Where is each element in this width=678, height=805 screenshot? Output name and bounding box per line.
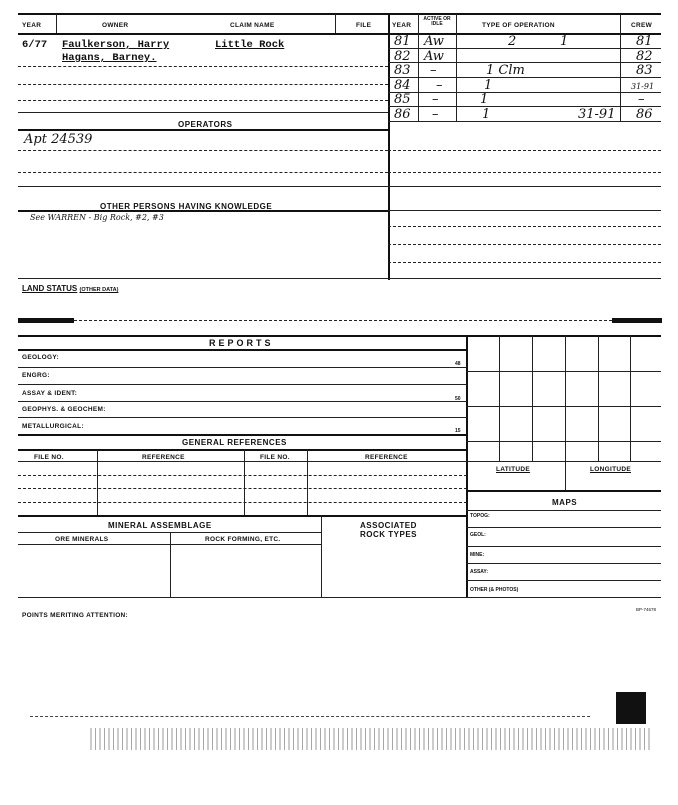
op-status-5: – <box>432 92 439 107</box>
row-line <box>18 278 661 279</box>
other-persons-entry: See WARREN - Big Rock, #2, #3 <box>30 213 164 222</box>
maps-assay: ASSAY: <box>470 569 489 575</box>
maps-mine: MINE: <box>470 552 485 558</box>
ops-row-line <box>388 121 661 122</box>
mineral-col-sep <box>170 532 171 597</box>
claim-name: Little Rock <box>215 39 285 51</box>
report-geology-label: GEOLOGY: <box>22 354 59 361</box>
ops-row-line <box>388 92 661 93</box>
gen-ref-col-sep <box>307 449 308 515</box>
gen-ref-col-reference: REFERENCE <box>142 454 185 461</box>
sec-grid-col <box>499 335 500 461</box>
op-type-4: 1 <box>484 78 493 93</box>
scan-noise-band <box>30 716 590 718</box>
mineral-bottom-line <box>18 597 661 598</box>
report-assay-num: 50 <box>455 396 461 402</box>
op-status-6: – <box>432 107 439 122</box>
maps-topog: TOPOG: <box>470 513 490 519</box>
owner-name-1: Faulkerson, Harry <box>62 39 170 51</box>
assoc-rock-line2: ROCK TYPES <box>360 530 418 539</box>
header-year-right: YEAR <box>392 22 412 29</box>
ops-row-line <box>388 172 661 173</box>
land-status-subtitle: (OTHER DATA) <box>79 287 119 293</box>
assoc-rock-line1: ASSOCIATED <box>360 521 417 530</box>
maps-row-line <box>466 546 661 547</box>
op-year-4: 84 <box>394 78 411 93</box>
land-status-line <box>74 320 612 321</box>
scan-black-block <box>616 692 646 724</box>
reports-right-divider <box>466 335 468 597</box>
report-engrg-label: ENGRG: <box>22 372 50 379</box>
sec-grid-row <box>466 371 661 372</box>
header-file: FILE <box>356 22 372 29</box>
op-crew-5: – <box>638 92 645 107</box>
report-row-line <box>18 417 467 418</box>
left-right-divider <box>388 13 390 280</box>
latitude-label: LATITUDE <box>496 466 531 473</box>
gen-ref-title-border <box>18 449 467 451</box>
sec-grid-col <box>598 335 599 461</box>
maps-top-border <box>466 490 661 492</box>
op-type-5: 1 <box>480 92 489 107</box>
sec-grid-col <box>565 335 566 461</box>
op-year-1: 81 <box>394 34 411 49</box>
gen-ref-col-reference-2: REFERENCE <box>365 454 408 461</box>
header-claim-name: CLAIM NAME <box>230 22 275 29</box>
other-persons-title: OTHER PERSONS HAVING KNOWLEDGE <box>100 202 273 211</box>
row-line <box>18 172 388 173</box>
gen-ref-col-sep <box>244 449 245 515</box>
ops-row-line <box>388 262 661 263</box>
header-sep <box>335 14 336 33</box>
op-year-6: 86 <box>394 107 411 122</box>
maps-other: OTHER (& PHOTOS) <box>470 587 519 593</box>
points-meriting-attention: POINTS MERITING ATTENTION: <box>22 612 129 619</box>
land-status-bar-right <box>612 318 662 323</box>
op-status-4: – <box>436 78 443 93</box>
ops-row-line <box>388 150 661 151</box>
op-status-2: Aw <box>424 49 444 64</box>
maps-title-line <box>466 510 661 511</box>
mineral-title: MINERAL ASSEMBLAGE <box>108 521 212 530</box>
row-line <box>18 100 388 101</box>
form-top-border <box>18 13 661 15</box>
land-status-bar-left <box>18 318 74 323</box>
reports-title: REPORTS <box>209 338 274 348</box>
mineral-top-border <box>18 515 467 517</box>
latlong-sep <box>565 461 566 490</box>
op-type-6: 1 <box>482 107 491 122</box>
gen-ref-row-line <box>18 475 467 476</box>
gen-ref-col-sep <box>97 449 98 515</box>
reports-title-border <box>18 349 467 351</box>
gen-ref-col-file-2: FILE NO. <box>260 454 290 461</box>
report-geophys-label: GEOPHYS. & GEOCHEM: <box>22 406 106 413</box>
sec-grid-col <box>630 335 631 461</box>
gen-ref-row-line <box>18 461 467 462</box>
mineral-col-sep <box>321 515 322 597</box>
op-status-3: – <box>430 63 437 78</box>
operators-title: OPERATORS <box>178 120 233 129</box>
header-year: YEAR <box>22 22 42 29</box>
op-crew-6: 86 <box>636 107 653 122</box>
ops-row-line <box>388 210 661 211</box>
op-type-3: 1 Clm <box>486 63 525 78</box>
header-sep <box>418 14 419 33</box>
header-crew: CREW <box>631 22 653 29</box>
header-owner: OWNER <box>102 22 129 29</box>
row-line <box>18 112 388 113</box>
op-crew-2: 82 <box>636 49 653 64</box>
owner-year: 6/77 <box>22 39 48 51</box>
maps-geol: GEOL: <box>470 532 486 538</box>
scan-noise-bar <box>90 728 650 750</box>
sec-grid-row <box>466 441 661 442</box>
gen-ref-row-line <box>18 488 467 489</box>
header-type-operation: TYPE OF OPERATION <box>482 22 555 29</box>
op-year-2: 82 <box>394 49 411 64</box>
maps-title: MAPS <box>552 498 578 507</box>
mineral-rock: ROCK FORMING, ETC. <box>205 536 281 543</box>
ops-row-line <box>388 226 661 227</box>
maps-row-line <box>466 563 661 564</box>
gen-ref-top-border <box>18 434 467 436</box>
op-status-1: Aw <box>424 34 444 49</box>
op-year-3: 83 <box>394 63 411 78</box>
header-active-idle: ACTIVE OR IDLE <box>423 16 451 27</box>
report-geology-num: 48 <box>455 361 461 367</box>
row-line <box>18 84 388 85</box>
ops-row-line <box>388 186 661 187</box>
mineral-ore: ORE MINERALS <box>55 536 109 543</box>
op-mark-1: 1 <box>560 34 569 49</box>
header-sep <box>620 14 621 33</box>
sec-grid-col <box>532 335 533 461</box>
land-status-title <box>22 284 118 293</box>
sec-grid-row <box>466 406 661 407</box>
longitude-label: LONGITUDE <box>590 466 631 473</box>
report-metallurgical-num: 15 <box>455 428 461 434</box>
op-crew-1: 81 <box>636 34 653 49</box>
report-row-line <box>18 367 467 368</box>
report-assay-label: ASSAY & IDENT: <box>22 390 78 397</box>
row-line <box>18 66 388 67</box>
maps-row-line <box>466 527 661 528</box>
gen-ref-row-line <box>18 502 467 503</box>
gen-ref-col-file: FILE NO. <box>34 454 64 461</box>
owner-name-2: Hagans, Barney. <box>62 52 157 64</box>
op-type-1: 2 <box>508 34 517 49</box>
report-metallurgical-label: METALLURGICAL: <box>22 423 84 430</box>
op-year-5: 85 <box>394 92 411 107</box>
report-row-line <box>18 401 467 402</box>
sec-grid-row <box>466 461 661 462</box>
row-line <box>18 150 388 151</box>
op-crew-4: 31-91 <box>631 82 655 91</box>
land-status-label: LAND STATUS <box>22 284 78 293</box>
header-sep <box>456 14 457 33</box>
op-crew-3: 83 <box>636 63 653 78</box>
header-sep <box>56 14 57 33</box>
operators-entry: Apt 24539 <box>24 132 93 147</box>
row-line <box>18 186 388 187</box>
ops-row-line <box>388 106 661 107</box>
op-mark-6: 31-91 <box>578 107 616 122</box>
form-number: BP-74678 <box>636 607 657 612</box>
operators-border <box>18 129 388 131</box>
maps-row-line <box>466 580 661 581</box>
report-row-line <box>18 384 467 385</box>
ops-row-line <box>388 244 661 245</box>
gen-ref-title: GENERAL REFERENCES <box>182 438 287 447</box>
